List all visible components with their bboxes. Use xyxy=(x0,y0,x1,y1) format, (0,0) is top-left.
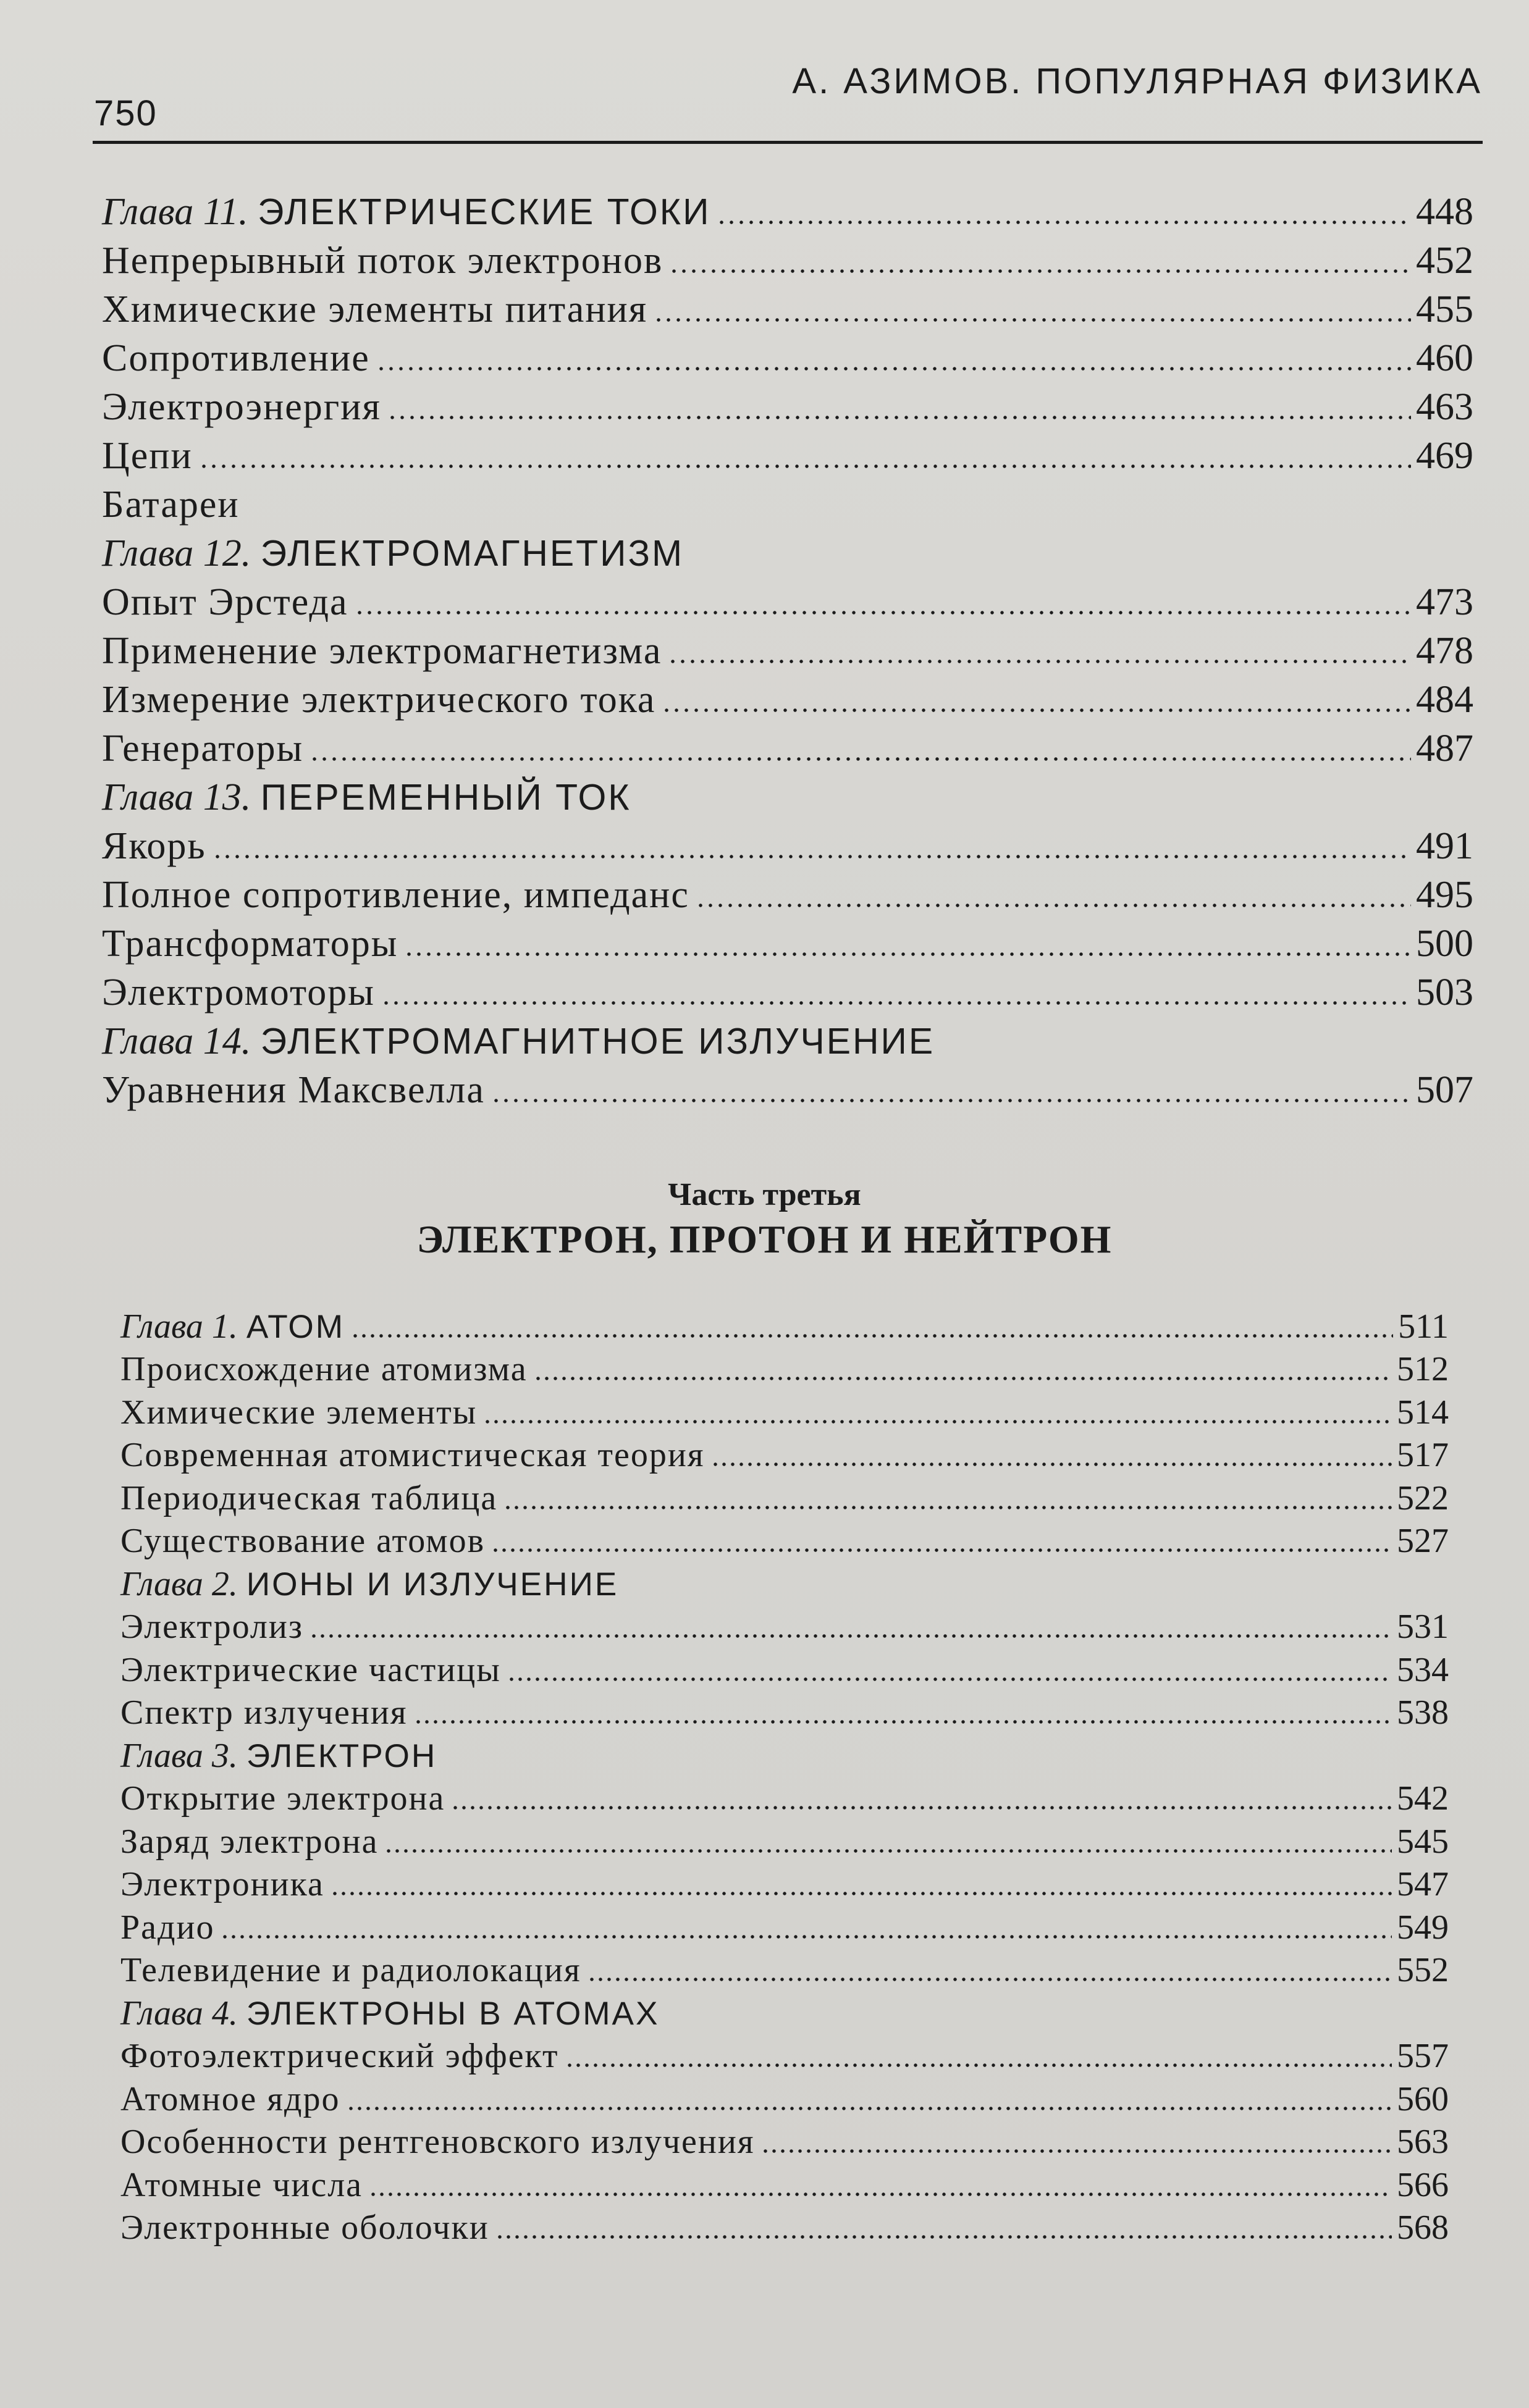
dot-leader xyxy=(717,219,1411,225)
toc-section-entry xyxy=(120,1904,1449,1947)
entry-label: Цепи xyxy=(102,435,193,477)
entry-page-number: 542 xyxy=(1397,1779,1449,1818)
table-of-contents-part-two xyxy=(102,185,1473,1112)
entry-label: Применение электромагнетизма xyxy=(102,630,662,672)
chapter-number: Глава 3. xyxy=(120,1736,238,1775)
toc-section-entry xyxy=(120,1690,1449,1733)
chapter-title: ПЕРЕМЕННЫЙ ТОК xyxy=(260,778,631,818)
entry-page-number: 527 xyxy=(1397,1522,1449,1560)
entry-page-number: 448 xyxy=(1416,191,1473,233)
entry-label xyxy=(120,1307,345,1346)
dot-leader xyxy=(331,1890,1392,1897)
entry-label: Непрерывный поток электронов xyxy=(102,240,663,282)
entry-page-number: 531 xyxy=(1397,1608,1449,1646)
table-of-contents-part-three xyxy=(120,1303,1449,2247)
entry-page-number: 547 xyxy=(1397,1865,1449,1903)
chapter-number: Глава 12. xyxy=(102,532,251,574)
entry-label: Электронные оболочки xyxy=(120,2209,489,2247)
entry-label: Генераторы xyxy=(102,728,304,770)
dot-leader xyxy=(711,1461,1392,1467)
toc-section-entry xyxy=(102,624,1473,673)
dot-leader xyxy=(483,1419,1392,1425)
dot-leader xyxy=(491,1547,1392,1553)
toc-section-entry xyxy=(120,2162,1449,2205)
toc-section-entry xyxy=(120,1947,1449,1991)
toc-chapter-entry xyxy=(120,1561,1449,1604)
toc-section-entry xyxy=(102,966,1473,1015)
entry-label: Существование атомов xyxy=(120,1522,486,1560)
entry-page-number: 557 xyxy=(1397,2037,1449,2075)
entry-label: Открытие электрона xyxy=(120,1779,445,1818)
part-number: Часть третья xyxy=(668,1177,861,1212)
toc-chapter-entry xyxy=(120,1732,1449,1776)
dot-leader xyxy=(384,1848,1392,1854)
dot-leader xyxy=(369,2191,1392,2197)
dot-leader xyxy=(199,463,1411,469)
dot-leader xyxy=(491,1097,1411,1104)
entry-label: Опыт Эрстеда xyxy=(102,581,348,623)
entry-label: Электромоторы xyxy=(102,971,375,1013)
toc-chapter-entry xyxy=(102,1015,1473,1063)
toc-section-entry xyxy=(102,722,1473,771)
dot-leader xyxy=(503,1504,1392,1511)
toc-section-entry xyxy=(102,820,1473,868)
dot-leader xyxy=(310,1633,1392,1639)
toc-chapter-entry xyxy=(102,185,1473,234)
running-head xyxy=(93,56,1483,148)
dot-leader xyxy=(668,658,1411,665)
toc-section-entry xyxy=(102,1063,1473,1112)
entry-page-number: 514 xyxy=(1397,1393,1449,1432)
entry-page-number: 552 xyxy=(1397,1951,1449,1989)
chapter-title: ЭЛЕКТРОНЫ В АТОМАХ xyxy=(246,1995,660,2032)
toc-section-entry xyxy=(120,2076,1449,2119)
toc-section-entry xyxy=(102,429,1473,478)
entry-label: Якорь xyxy=(102,825,206,867)
chapter-title: ИОНЫ И ИЗЛУЧЕНИЕ xyxy=(246,1566,619,1603)
header-rule xyxy=(93,141,1483,144)
entry-page-number: 452 xyxy=(1416,240,1473,282)
entry-page-number: 522 xyxy=(1397,1479,1449,1517)
entry-label xyxy=(102,1020,935,1063)
dot-leader xyxy=(654,317,1411,323)
entry-page-number: 500 xyxy=(1416,923,1473,965)
entry-page-number: 538 xyxy=(1397,1693,1449,1732)
toc-section-entry xyxy=(120,2033,1449,2076)
entry-label: Атомное ядро xyxy=(120,2079,340,2118)
chapter-title: ЭЛЕКТРИЧЕСКИЕ ТОКИ xyxy=(258,192,711,232)
entry-label: Происхождение атомизма xyxy=(120,1350,528,1388)
entry-page-number: 545 xyxy=(1397,1822,1449,1861)
toc-section-entry xyxy=(102,332,1473,380)
toc-section-entry xyxy=(120,1776,1449,1819)
entry-label: Химические элементы xyxy=(120,1393,478,1432)
toc-section-entry xyxy=(102,576,1473,624)
chapter-title: ЭЛЕКТРОН xyxy=(246,1737,437,1774)
entry-label: Телевидение и радиолокация xyxy=(120,1951,581,1989)
entry-label: Особенности рентгеновского излучения xyxy=(120,2123,755,2161)
entry-label xyxy=(102,190,710,234)
entry-label xyxy=(120,1564,618,1604)
toc-section-entry xyxy=(102,234,1473,283)
entry-page-number: 487 xyxy=(1416,728,1473,770)
book-title: А. АЗИМОВ. ПОПУЛЯРНАЯ ФИЗИКА xyxy=(792,61,1483,101)
dot-leader xyxy=(355,610,1411,616)
entry-page-number: 491 xyxy=(1416,825,1473,867)
entry-label xyxy=(120,1994,659,2033)
toc-section-entry xyxy=(102,283,1473,332)
dot-leader xyxy=(213,854,1411,860)
entry-label: Батареи xyxy=(102,484,240,526)
entry-page-number: 563 xyxy=(1397,2123,1449,2161)
toc-section-entry xyxy=(120,1518,1449,1561)
toc-chapter-entry xyxy=(120,1303,1449,1346)
entry-label: Периодическая таблица xyxy=(120,1479,498,1517)
chapter-title: АТОМ xyxy=(246,1308,345,1345)
toc-section-entry xyxy=(120,1389,1449,1432)
dot-leader xyxy=(662,707,1411,713)
toc-chapter-entry xyxy=(120,1990,1449,2033)
entry-page-number: 511 xyxy=(1398,1307,1449,1346)
entry-label: Сопротивление xyxy=(102,337,370,379)
entry-page-number: 534 xyxy=(1397,1650,1449,1689)
toc-chapter-entry xyxy=(102,771,1473,820)
toc-section-entry xyxy=(120,1647,1449,1690)
dot-leader xyxy=(534,1375,1392,1382)
toc-section-entry xyxy=(102,917,1473,966)
entry-page-number: 503 xyxy=(1416,971,1473,1013)
chapter-number: Глава 14. xyxy=(102,1020,251,1062)
entry-label: Электролиз xyxy=(120,1608,303,1646)
chapter-number: Глава 1. xyxy=(120,1307,238,1346)
entry-label: Трансформаторы xyxy=(102,923,398,965)
entry-page-number: 517 xyxy=(1397,1436,1449,1474)
page-number: 750 xyxy=(94,93,158,133)
entry-label: Радио xyxy=(120,1908,215,1947)
entry-page-number: 478 xyxy=(1416,630,1473,672)
dot-leader xyxy=(696,902,1411,908)
entry-label: Современная атомистическая теория xyxy=(120,1436,705,1474)
entry-page-number: 473 xyxy=(1416,581,1473,623)
entry-page-number: 463 xyxy=(1416,386,1473,428)
toc-section-entry xyxy=(120,1475,1449,1518)
entry-label: Уравнения Максвелла xyxy=(102,1069,485,1111)
dot-leader xyxy=(761,2148,1392,2154)
entry-label: Спектр излучения xyxy=(120,1693,408,1732)
dot-leader xyxy=(221,1934,1392,1940)
entry-label xyxy=(102,776,631,820)
entry-page-number: 469 xyxy=(1416,435,1473,477)
dot-leader xyxy=(451,1805,1392,1811)
chapter-number: Глава 4. xyxy=(120,1994,238,2033)
dot-leader xyxy=(414,1719,1392,1725)
entry-label: Атомные числа xyxy=(120,2165,363,2204)
dot-leader xyxy=(588,1976,1392,1982)
entry-label: Электрические частицы xyxy=(120,1650,501,1689)
toc-section-entry xyxy=(120,1346,1449,1390)
dot-leader xyxy=(310,756,1411,762)
entry-label: Фотоэлектрический эффект xyxy=(120,2037,559,2075)
entry-label: Электроника xyxy=(120,1865,324,1903)
toc-chapter-entry xyxy=(102,527,1473,576)
dot-leader xyxy=(565,2062,1392,2068)
dot-leader xyxy=(347,2105,1392,2112)
entry-label: Измерение электрического тока xyxy=(102,679,656,721)
toc-section-entry xyxy=(102,673,1473,722)
dot-leader xyxy=(507,1676,1392,1682)
dot-leader xyxy=(495,2234,1392,2240)
dot-leader xyxy=(404,951,1411,957)
toc-section-entry xyxy=(120,1818,1449,1861)
entry-label: Химические элементы питания xyxy=(102,288,648,330)
part-title: ЭЛЕКТРОН, ПРОТОН И НЕЙТРОН xyxy=(416,1217,1113,1261)
dot-leader xyxy=(351,1333,1393,1339)
toc-section-entry xyxy=(120,2119,1449,2162)
entry-page-number: 455 xyxy=(1416,288,1473,330)
entry-label: Заряд электрона xyxy=(120,1822,379,1861)
dot-leader xyxy=(387,414,1411,421)
chapter-title: ЭЛЕКТРОМАГНЕТИЗМ xyxy=(260,534,684,574)
toc-section-entry xyxy=(120,1604,1449,1647)
entry-page-number: 566 xyxy=(1397,2165,1449,2204)
entry-page-number: 507 xyxy=(1416,1069,1473,1111)
entry-page-number: 568 xyxy=(1397,2209,1449,2247)
dot-leader xyxy=(381,1000,1411,1006)
dot-leader xyxy=(669,268,1411,274)
entry-label xyxy=(120,1736,437,1776)
entry-page-number: 495 xyxy=(1416,874,1473,916)
dot-leader xyxy=(376,366,1411,372)
entry-page-number: 484 xyxy=(1416,679,1473,721)
toc-section-entry xyxy=(120,1432,1449,1475)
toc-section-entry xyxy=(102,380,1473,429)
entry-page-number: 560 xyxy=(1397,2079,1449,2118)
entry-label: Полное сопротивление, импеданс xyxy=(102,874,689,916)
toc-section-entry xyxy=(102,868,1473,917)
entry-page-number: 512 xyxy=(1397,1350,1449,1388)
chapter-number: Глава 2. xyxy=(120,1564,238,1603)
toc-section-entry xyxy=(120,2205,1449,2248)
toc-section-entry xyxy=(102,478,1473,527)
chapter-number: Глава 13. xyxy=(102,776,251,818)
entry-page-number: 549 xyxy=(1397,1908,1449,1947)
entry-label: Электроэнергия xyxy=(102,386,381,428)
toc-section-entry xyxy=(120,1861,1449,1905)
entry-label xyxy=(102,532,684,576)
chapter-title: ЭЛЕКТРОМАГНИТНОЕ ИЗЛУЧЕНИЕ xyxy=(260,1022,935,1062)
entry-page-number: 460 xyxy=(1416,337,1473,379)
chapter-number: Глава 11. xyxy=(102,191,248,233)
